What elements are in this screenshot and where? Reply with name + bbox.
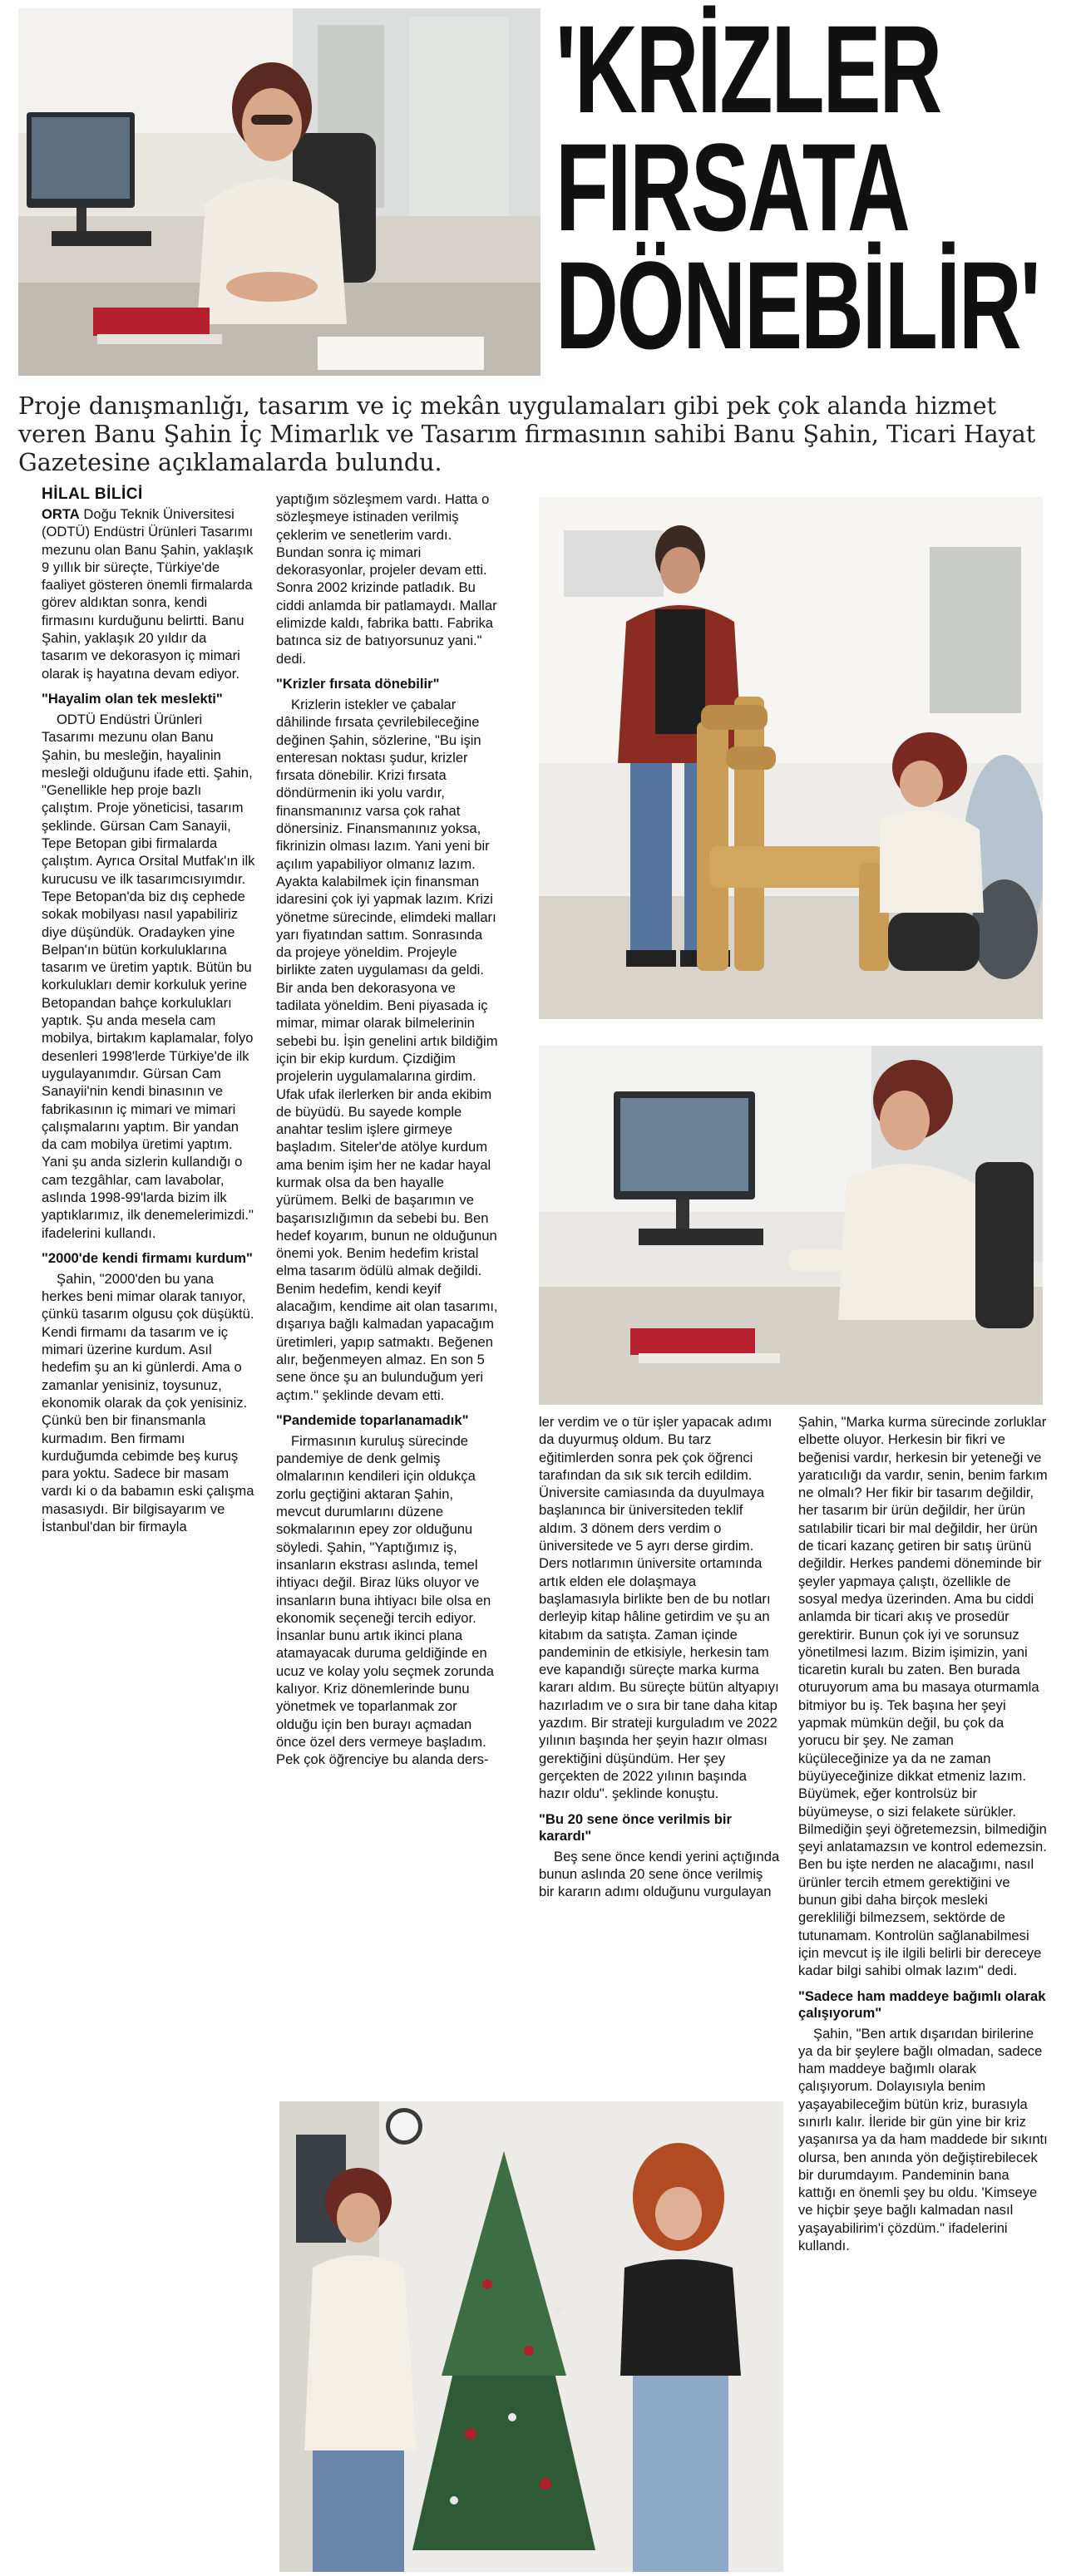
column-3-paragraph-1: ler verdim ve o tür işler yapacak adımı da duyurmuş oldum. Bu tarz eğitimlerden sonra pek çok öğrenci tarafından da sık sık tercih edildim. Üniversite camiasında da duyulmaya başlanınca bir üniversiteden teklif aldım. 3 dönem ders verdim o üniversitede ve 5 ayrı derse girdim. Ders notlarımın üniversite ortamında artık elden ele dolaşmaya başlamasıyla birlikte ben de bu notları derleyip kitap hâline getirdim ve şu an kitabım da satışta. Zaman içinde pandeminin de etkisiyle, herkesin tam eve kapandığı süreçte marka kurma kararı aldım. Bu süreçte bütün altyapıyı hazırladım ve o sıra bir tane daha kitap yazdım. Bir strateji kurguladım ve 2022 yılının başında her şeyin hazır olması gerektiğini düşündüm. Her şey gerçekten de 2022 yılının başında hazır oldu". şeklinde konuştu. — [539, 1414, 779, 1802]
subhead-pandemide: "Pandemide toparlanamadık" — [276, 1411, 469, 1428]
photo-christmas-tree-image — [279, 2101, 783, 2572]
column-2-paragraph-3: Firmasının kuruluş sürecinde pandemiye de denk gelmiş olmalarının kendileri için oldukça zorlu geçtiğini aktaran Şahin, mevcut durumlarını düzene sokmalarının epey zor olduğunu söyledi. Şahin, "Yaptığımız iş, insanların ekstrası aslında, temel ihtiyacı değil. Biraz lüks oluyor ve insanların buna ihtiyacı bile olsa en ekonomik seçeneği tercih ediyor. İnsanlar bunu artık ikinci plana atamayacak duruma geldiğinde en ucuz ve kolay yolu seçmek zorunda kalıyor. Kriz dönemlerinde bunu yönetmek ve toparlanmak zor olduğu için ben burayı açmadan önce özel ders vermeye başladım. Pek çok öğrenciye bu alanda ders- — [276, 1432, 494, 1768]
photo-woman-at-desk — [18, 8, 540, 376]
column-4 — [798, 1413, 1048, 2254]
headline-line-3: DÖNEBİLİR' — [555, 235, 1039, 375]
column-2 — [276, 490, 499, 1768]
photo-tube-chair-workshop-image — [539, 497, 1043, 1019]
subhead-2000: "2000'de kendi firmamı kurdum" — [42, 1249, 253, 1266]
subhead-20-sene: "Bu 20 sene önce verilmis bir karardı" — [539, 1810, 732, 1844]
column-1 — [42, 505, 256, 1535]
column-1-paragraph-3: Şahin, "2000'den bu yana herkes beni mimar olarak tanıyor, çünkü tasarım olgusu çok düşüktü. Kendi firmamı da tasarım ve iç mimari üzerine kurdum. Asıl hedefim şu an ki günlerdi. Ama o zamanlar yenisiniz, toysunuz, ekonomik olarak da çok yenisiniz. Çünkü ben bir finansmanla kurmadım. Ben firmamı kurduğumda cebimde beş kuruş para yoktu. Sadece bir masam vardı ki o da babamın eski çalışma masasıydı. Bir bilgisayarım ve İstanbul'dan bir firmayla — [42, 1270, 254, 1535]
headline — [555, 0, 1078, 375]
photo-christmas-tree — [279, 2101, 783, 2572]
column-1-paragraph-1 — [42, 505, 256, 682]
photo-woman-at-computer-image — [539, 1046, 1043, 1405]
column-2-paragraph-1: yaptığım sözleşmem vardı. Hatta o sözleşmeye istinaden verilmiş çeklerim ve senetlerim vardı. Bundan sonra iç mimari dekorasyonlar, projeler devam etti. Sonra 2002 krizinde patladık. Bu ciddi anlamda bir patlamaydı. Mallar elimizde kaldı, fabrika battı. Fabrika batınca siz de batıyorsunuz yani." dedi. — [276, 491, 497, 667]
column-3 — [539, 1413, 780, 1900]
intro-text: Proje danışmanlığı, tasarım ve iç mekân uygulamaları gibi pek çok alanda hizmet veren Banu Şahin İç Mimarlık ve Tasarım firmasının sahibi Banu Şahin, Ticari Hayat Gazetesine açıklamalarda bulundu. — [18, 392, 1036, 476]
photo-tube-chair-workshop — [539, 497, 1043, 1019]
column-2-paragraph-2: Krizlerin istekler ve çabalar dâhilinde fırsata çevrilebileceğine değinen Şahin, sözlerine, "Bu işin enteresan noktası şudur, krizler fırsata dönebilir. Krizi fırsata döndürmenin iki yolu vardır, finansmanınız varsa çok rahat dönersiniz. Finansmanınız yoksa, fikrinizin olması lazım. Yani yeni bir açılım yapabiliyor olmanız lazım. Ayakta kalabilmek için finansman idaresini çok iyi yapmak lazım. Krizi yönetme sürecinde, elimdeki malları yarı fiyatından sattım. Sonrasında da projeye yöneldim. Projeyle birlikte zaten uygulaması da geldi. Bir anda ben dekorasyona ve tadilata yöneldim. Beni piyasada iç mimar, mimar olarak bilmelerinin sebebi bu. İşin genelini artık bildiğim için bir ekip kurdum. Çizdiğim projelerin uygulamalarına girdim. Ufak ufak ilerlerken bir anda ekibim de büyüdü. Bu sayede komple anahtar teslim işlere girmeye başladım. Siteler'de atölye kurdum ama benim işim her ne kadar hayal kurmak olsa da ben hayalle yürümem. Belki de başarımın ve başarısızlığımın da sebebi bu. Ben hedef koyarım, bunun ne olduğunun önemi yok. Benim hedefim kristal elma tasarım ödülü almak değildi. Benim hedefim, kendi keyif alacağım, kendime ait olan tasarımı, dışarıya bağlı kalmadan yapacağım üretimleri, yapıp satmaktı. Beğenen alır, beğenmeyen almaz. En son 5 sene önce şu an bulunduğum yeri açtım." şeklinde devam etti. — [276, 696, 498, 1403]
lead-word: ORTA — [42, 506, 80, 522]
subhead-krizler: "Krizler fırsata dönebilir" — [276, 675, 440, 692]
subhead-hayalim: "Hayalim olan tek meslekti" — [42, 690, 223, 707]
byline: HİLAL BİLİCİ — [42, 485, 143, 503]
headline-line-1: 'KRİZLER — [555, 0, 941, 139]
column-4-paragraph-2: Şahin, "Ben artık dışarıdan birilerine ya da bir şeylere bağlı olmadan, sadece ham maddeye bağımlı olarak çalışıyorum. Dolayısıyla benim yaşayabileceğim bütün kriz, burasıyla sınırlı kalır. İleride bir gün yine bir kriz yaşanırsa ya da ham maddede bir sıkıntı olursa, ben anında yön değiştirebilecek bir durumdayım. Pandeminin bana kattığı en önemli şey bu oldu. 'Kimseye ve hiçbir şeye bağlı kalmadan nasıl yaşayabilirim'i çözdüm." ifadelerini kullandı. — [798, 2025, 1048, 2254]
headline-line-2: FIRSATA — [555, 117, 909, 257]
column-1-paragraph-2: ODTÜ Endüstri Ürünleri Tasarımı mezunu olan Banu Şahin, bu mesleğin, hayalinin mesleği olduğunu ifade etti. Şahin, "Genellikle hep proje bazlı çalıştım. Proje yöneticisi, tasarım şeklinde. Gürsan Cam Sanayii, Tepe Betopan gibi firmalarda çalıştım. Ayrıca Orsital Mutfak'ın ilk kurucusu ve ilk tasarımcısıyımdır. Tepe Betopan'da biz dış cephede sokak mobilyası nasıl yapabiliriz diye düşündük. Oradayken yine Belpan'ın bütün korkuluklarına tasarım ve üretim yaptık. Bütün bu korkulukları demir korkuluk yerine Betopandan bahçe korkulukları yaptık. Şu anda mesela cam mobilya, birtakım kaplamalar, folyo desenleri 1998'lerde Türkiye'de ilk uygulayanımdır. Gürsan Cam Sanayii'nin kendi binasının ve fabrikasının iç mimari ve mimari çalışmalarını yaptım. Bir yandan da cam mobilya üretimi yaptım. Yani şu anda sizlerin kullandığı o cam tezgâhlar, cam lavabolar, aslında 1998-99'larda bizim ilk yaptıklarımız, ilk denemelerimizdi." ifadelerini kullandı. — [42, 711, 255, 1241]
photo-woman-at-computer — [539, 1046, 1043, 1405]
subhead-ham-madde: "Sadece ham maddeye bağımlı olarak çalışıyorum" — [798, 1987, 1046, 2021]
column-4-paragraph-1: Şahin, "Marka kurma sürecinde zorluklar elbette oluyor. Herkesin bir fikri ve beğenisi vardır, herkesin bir yeteneği ve yaratıcılığı da vardır, senin, benim farkım ne olmalı? Her fikir bir tasarım değildir, her tasarım bir ürün değildir, her ürün satılabilir ticari bir mal değildir, her ürün de ticari kazanç getiren bir satış ürünü değildir. Herkes pandemi döneminde bir şeyler yapmaya çalıştı, özellikle de sosyal medya üzerinden. Ama bu ciddi anlamda bir ticari akış ve prosedür gerektirir. Bunun çok iyi ve sorunsuz yönetilmesi lazım. Bizim işimizin, yani ticaretin kuralı bu zaten. Ben burada oturuyorum ama bu masaya oturmamla bitmiyor bu iş. Tek başına her şeyi yapmak mümkün değil, bu çok da yorucu bir şey. Ne zaman küçüleceğinize ya da ne zaman büyüyeceğinize dikkat etmeniz lazım. Büyümek, eğer kontrolsüz bir büyümeyse, o sizi felakete sürükler. Bilmediğin şeyi öğretemezsin, bilmediğin şeyi anlatamazsın ve kontrol edemezsin. Ben bu işte nerden ne alacağımı, nasıl ürünler tercih etmem gerektiğini ve bunun gibi daha birçok mesleki gerekliliği bilmezsem, sektörde de tutunamam. Kontrolün sağlanabilmesi için mevcut iş ile ilgili belirli bir dereceye kadar bilgi sahibi olmak lazım" dedi. — [798, 1414, 1048, 1979]
column-1-paragraph-1-text: Doğu Teknik Üniversitesi (ODTÜ) Endüstri Ürünleri Tasarımı mezunu olan Banu Şahin, yaklaşık 9 yıllık bir süreçte, Türkiye'de faaliyet gösteren önemli firmalarda görev aldıktan sonra, kendi firmasını kurduğunu belirtti. Banu Şahin, yaklaşık 20 yıldır da tasarım ve dekorasyon iç mimari olarak iş hayatına devam ediyor. — [42, 506, 254, 682]
photo-woman-at-desk-image — [18, 8, 540, 376]
column-3-paragraph-2: Beş sene önce kendi yerini açtığında bunun aslında 20 sene önce verilmiş bir kararın adımı olduğunu vurgulayan — [539, 1848, 780, 1900]
